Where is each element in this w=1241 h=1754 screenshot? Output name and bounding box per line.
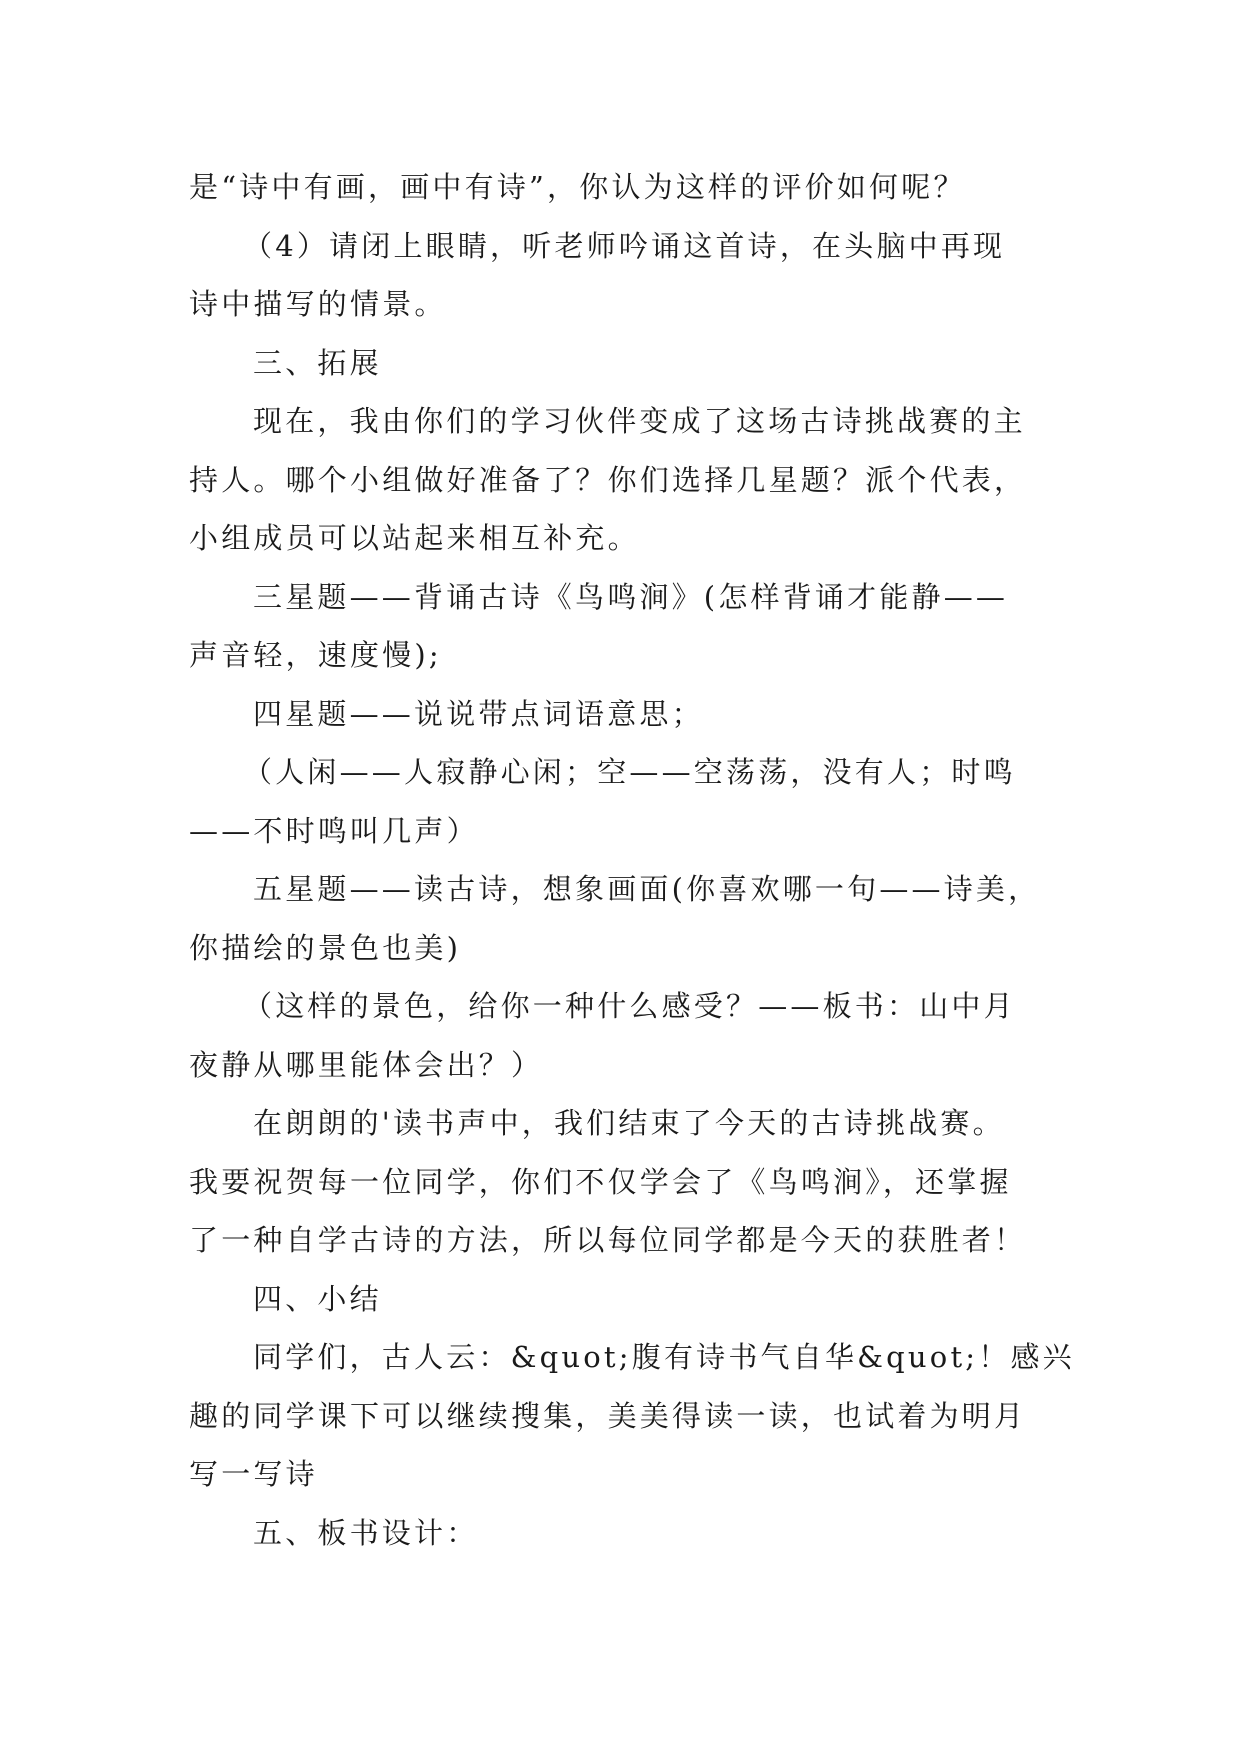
paragraph-line: 夜静从哪里能体会出？） [189, 1047, 544, 1082]
paragraph-line: 是“诗中有画，画中有诗”，你认为这样的评价如何呢？ [189, 170, 966, 204]
paragraph-line: 声音轻，速度慢); [189, 638, 442, 672]
section-heading: 五、板书设计： [253, 1515, 479, 1550]
paragraph-line: 五星题——读古诗，想象画面(你喜欢哪一句——诗美， [253, 872, 1041, 906]
paragraph-line: 持人。哪个小组做好准备了？你们选择几星题？派个代表， [189, 462, 1027, 497]
paragraph-line: 你描绘的景色也美) [189, 930, 462, 965]
paragraph-line: 现在，我由你们的学习伙伴变成了这场古诗挑战赛的主 [253, 404, 1026, 438]
paragraph-line: 同学们，古人云：&quot;腹有诗书气自华&quot;！感兴 [253, 1340, 1075, 1374]
paragraph-line: 趣的同学课下可以继续搜集，美美得读一读，也试着为明月 [189, 1398, 1027, 1433]
section-heading: 四、小结 [253, 1281, 382, 1316]
paragraph-line: 三星题——背诵古诗《鸟鸣涧》(怎样背诵才能静—— [253, 579, 1009, 614]
paragraph-line: 在朗朗的'读书声中，我们结束了今天的古诗挑战赛。 [253, 1106, 1005, 1140]
section-heading: 三、拓展 [253, 345, 382, 380]
document-body [189, 158, 1075, 1562]
paragraph-line: 小组成员可以站起来相互补充。 [189, 521, 640, 555]
paragraph-line: 了一种自学古诗的方法，所以每位同学都是今天的获胜者！ [189, 1223, 1027, 1257]
paragraph-line: （人闲——人寂静心闲；空——空荡荡，没有人；时鸣 [243, 755, 1016, 789]
paragraph-line: （这样的景色，给你一种什么感受？——板书：山中月 [243, 989, 1016, 1023]
paragraph-line: 写一写诗 [189, 1457, 318, 1491]
paragraph-line: （4）请闭上眼睛，听老师吟诵这首诗，在头脑中再现 [243, 228, 1006, 263]
paragraph-line: 诗中描写的情景。 [189, 287, 447, 321]
paragraph-line: 我要祝贺每一位同学，你们不仅学会了《鸟鸣涧》，还掌握 [189, 1164, 1012, 1199]
paragraph-line: 四星题——说说带点词语意思； [253, 696, 704, 731]
paragraph-line: ——不时鸣叫几声） [189, 813, 479, 848]
